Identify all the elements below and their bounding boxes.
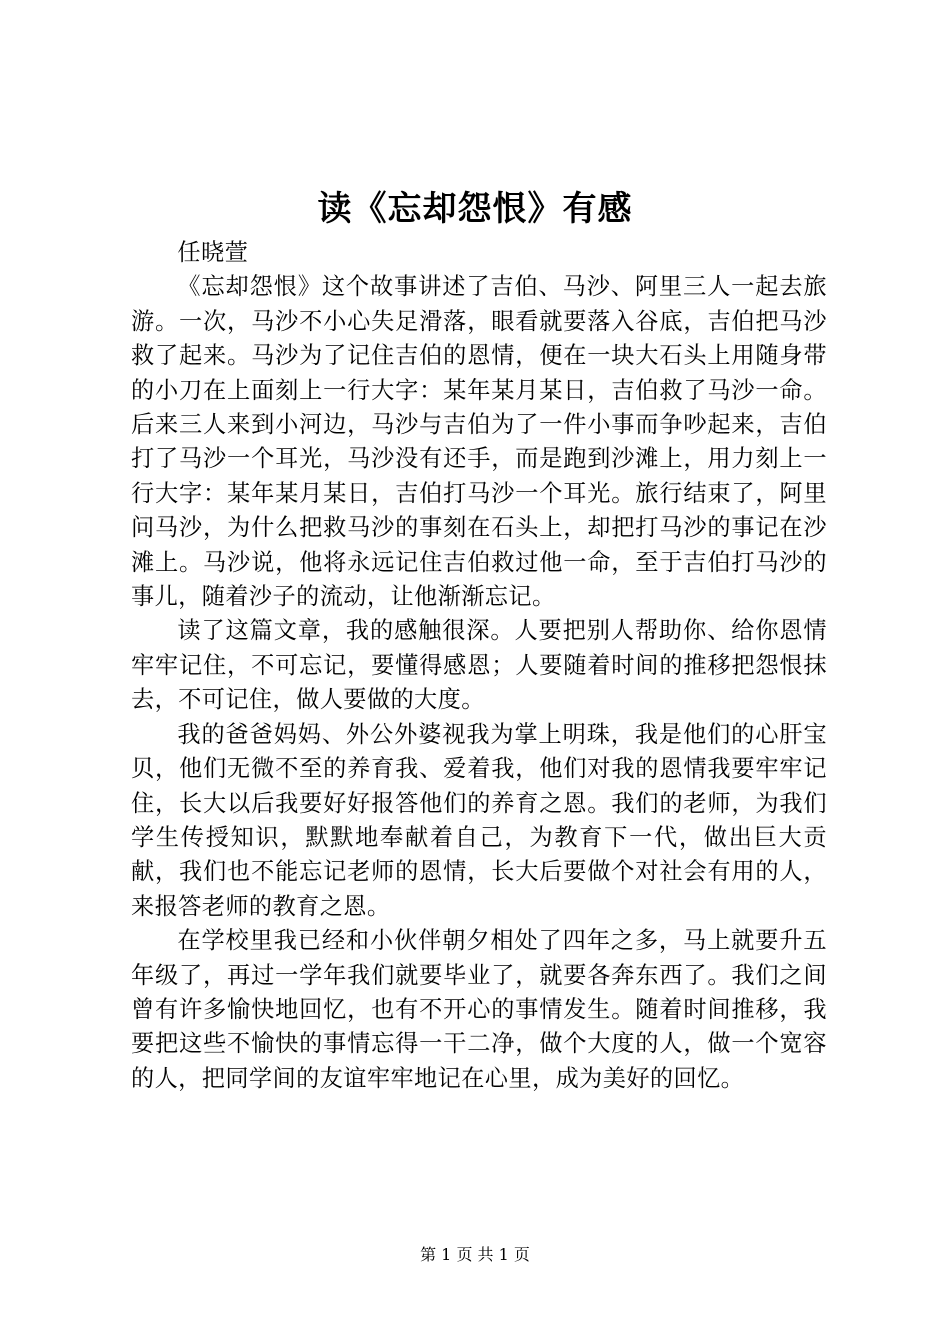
page-number-footer: 第 1 页 共 1 页 xyxy=(420,1245,530,1264)
author-name: 任晓萱 xyxy=(177,239,249,266)
document-body xyxy=(131,236,827,1096)
document-title: 读《忘却怨恨》有感 xyxy=(317,189,633,229)
paragraph-reflection: 读了这篇文章，我的感触很深。人要把别人帮助你、给你恩情牢牢记住，不可忘记，要懂得感恩；人要随着时间的推移把怨恨抹去，不可记住，做人要做的大度。 xyxy=(131,617,827,714)
paragraph-family-teachers: 我的爸爸妈妈、外公外婆视我为掌上明珠，我是他们的心肝宝贝，他们无微不至的养育我、爱着我，他们对我的恩情我要牢牢记住，长大以后我要好好报答他们的养育之恩。我们的老师，为我们学生传授知识，默默地奉献着自己，为教育下一代，做出巨大贡献，我们也不能忘记老师的恩情，长大后要做个对社会有用的人，来报答老师的教育之恩。 xyxy=(131,720,827,920)
paragraph-story: 《忘却怨恨》这个故事讲述了吉伯、马沙、阿里三人一起去旅游。一次，马沙不小心失足滑落，眼看就要落入谷底，吉伯把马沙救了起来。马沙为了记住吉伯的恩情，便在一块大石头上用随身带的小刀在上面刻上一行大字：某年某月某日，吉伯救了马沙一命。后来三人来到小河边，马沙与吉伯为了一件小事而争吵起来，吉伯打了马沙一个耳光，马沙没有还手，而是跑到沙滩上，用力刻上一行大字：某年某月某日，吉伯打马沙一个耳光。旅行结束了，阿里问马沙，为什么把救马沙的事刻在石头上，却把打马沙的事记在沙滩上。马沙说，他将永远记住吉伯救过他一命，至于吉伯打马沙的事儿，随着沙子的流动，让他渐渐忘记。 xyxy=(131,273,827,611)
paragraph-classmates: 在学校里我已经和小伙伴朝夕相处了四年之多，马上就要升五年级了，再过一学年我们就要毕业了，就要各奔东西了。我们之间曾有许多愉快地回忆，也有不开心的事情发生。随着时间推移，我要把这些不愉快的事情忘得一干二净，做个大度的人，做一个宽容的人，把同学间的友谊牢牢地记在心里，成为美好的回忆。 xyxy=(131,927,827,1092)
